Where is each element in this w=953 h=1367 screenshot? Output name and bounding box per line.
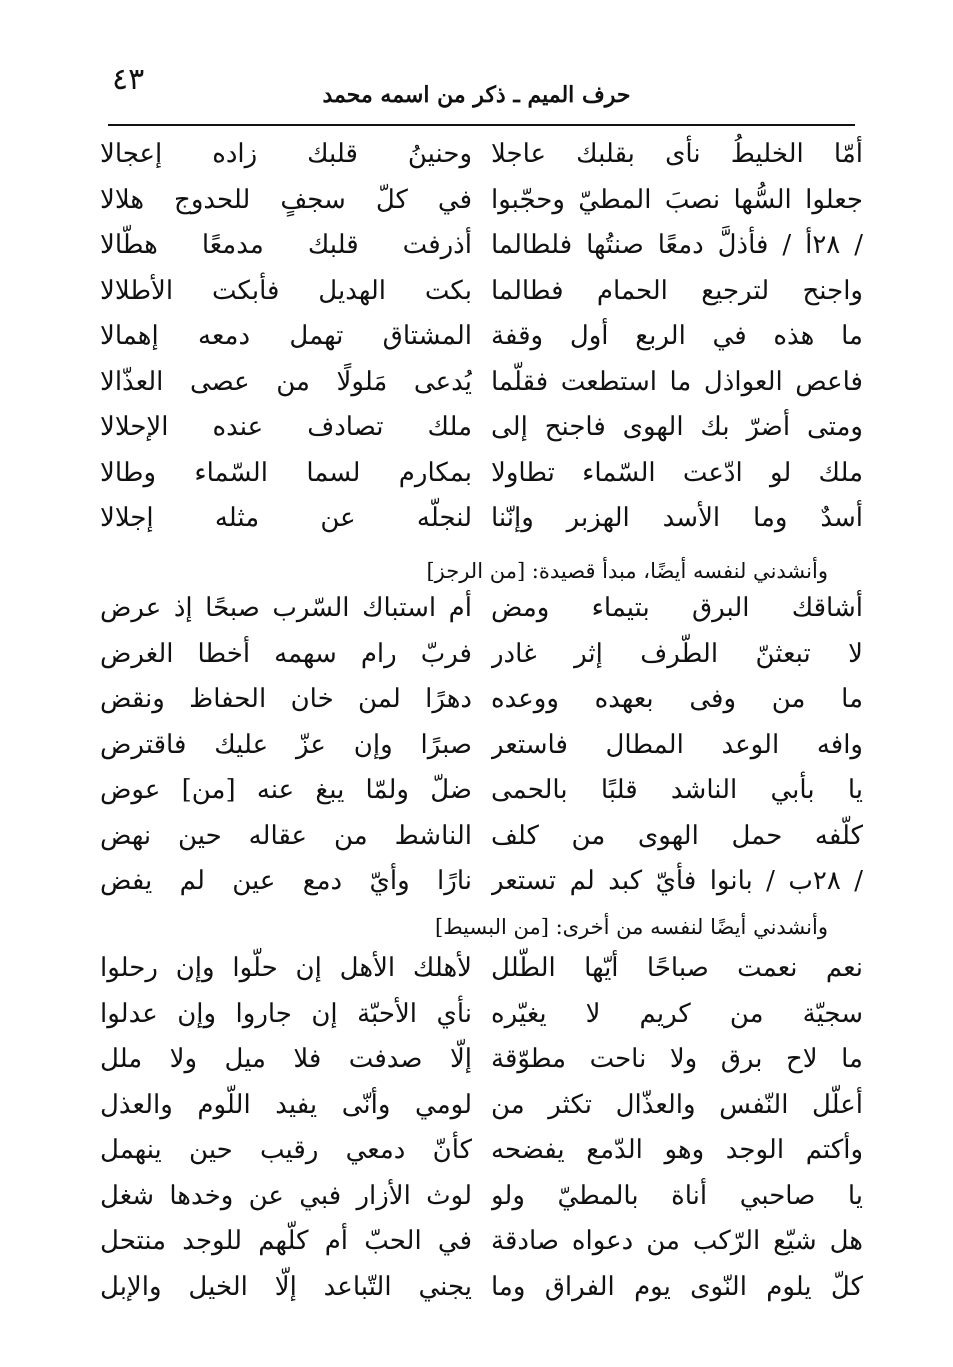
second-hemistich: المشتاق تهمل دمعه إهمالا <box>100 321 472 352</box>
poem-2-intro: وأنشدني لنفسه أيضًا، مبدأ قصيدة: [من الرجز] <box>426 559 828 583</box>
first-hemistich: لا تبعثنّ الطّرف إثر غادر <box>491 638 863 669</box>
first-hemistich: سجيّة من كريم لا يغيّره <box>491 998 863 1029</box>
verse-line <box>100 1083 863 1129</box>
verse-line <box>100 1128 863 1174</box>
second-hemistich: يجني التّباعد إلّا الخيل والإبل <box>100 1271 472 1302</box>
second-hemistich: إلّا صدفت فلا ميل ولا ملل <box>100 1044 472 1075</box>
first-hemistich: ومتى أضرّ بك الهوى فاجنح إلى <box>491 412 863 443</box>
second-hemistich: وحنينُ قلبك زاده إعجالا <box>100 139 472 170</box>
second-hemistich: أم استباك السّرب صبحًا إذ عرض <box>100 593 472 624</box>
first-hemistich: واجنح لترجيع الحمام فطالما <box>491 275 863 306</box>
verse-line <box>100 223 863 269</box>
second-hemistich: ضلّ ولمّا يبغ عنه [من] عوض <box>100 775 472 806</box>
verse-line <box>100 451 863 497</box>
first-hemistich: كلّ يلوم النّوى يوم الفراق وما <box>491 1271 863 1302</box>
verse-line <box>100 1219 863 1265</box>
verse-line <box>100 405 863 451</box>
first-hemistich: نعم نعمت صباحًا أيّها الطّلل <box>491 953 863 984</box>
first-hemistich: يا بأبي الناشد قلبًا بالحمى <box>491 775 863 806</box>
second-hemistich: لومي وأنّى يفيد اللّوم والعذل <box>100 1089 472 1120</box>
second-hemistich: نارًا وأيّ دمع عين لم يفض <box>100 866 472 897</box>
verse-line <box>100 814 863 860</box>
verse-line <box>100 677 863 723</box>
verse-line <box>100 269 863 315</box>
verse-line <box>100 132 863 178</box>
verse-line <box>100 946 863 992</box>
second-hemistich: لنجلّه عن مثله إجلالا <box>100 503 472 534</box>
second-hemistich: ملك تصادف عنده الإحلالا <box>100 412 472 443</box>
first-hemistich: وأكتم الوجد وهو الدّمع يفضحه <box>491 1135 863 1166</box>
poem-1 <box>100 132 863 542</box>
first-hemistich: ما لاح برق ولا ناحت مطوّقة <box>491 1044 863 1075</box>
verse-line <box>100 1037 863 1083</box>
first-hemistich: كلّفه حمل الهوى من كلف <box>491 820 863 851</box>
verse-line <box>100 1174 863 1220</box>
verse-line <box>100 859 863 905</box>
first-hemistich: وافه الوعد المطال فاستعر <box>491 729 863 760</box>
first-hemistich: أشاقك البرق بتيماء ومض <box>491 593 863 624</box>
page-number: ٤٣ <box>112 62 145 97</box>
poem-2 <box>100 586 863 905</box>
first-hemistich: أمّا الخليطُ نأى بقلبك عاجلا <box>491 139 863 170</box>
verse-line <box>100 586 863 632</box>
verse-line <box>100 768 863 814</box>
second-hemistich: كأنّ دمعي رقيب حين ينهمل <box>100 1135 472 1166</box>
second-hemistich: دهرًا لمن خان الحفاظ ونقض <box>100 684 472 715</box>
first-hemistich: / ٢٨أ / فأذلَّ دمعًا صنتُها فلطالما <box>491 230 863 261</box>
verse-line <box>100 992 863 1038</box>
second-hemistich: بمكارم لسما السّماء وطالا <box>100 457 472 488</box>
second-hemistich: يُدعى مَلولًا من عصى العذّالا <box>100 366 472 397</box>
first-hemistich: ما من وفى بعهده ووعده <box>491 684 863 715</box>
second-hemistich: أذرفت قلبك مدمعًا هطّالا <box>100 230 472 261</box>
second-hemistich: فربّ رام سهمه أخطا الغرض <box>100 638 472 669</box>
second-hemistich: بكت الهديل فأبكت الأطلالا <box>100 275 472 306</box>
first-hemistich: ملك لو ادّعت السّماء تطاولا <box>491 457 863 488</box>
first-hemistich: ما هذه في الربع أول وقفة <box>491 321 863 352</box>
running-head: حرف الميم ـ ذكر من اسمه محمد <box>322 82 631 108</box>
verse-line <box>100 632 863 678</box>
verse-line <box>100 178 863 224</box>
second-hemistich: لوث الأزار فبي عن وخدها شغل <box>100 1180 472 1211</box>
second-hemistich: الناشط من عقاله حين نهض <box>100 820 472 851</box>
first-hemistich: هل شيّع الرّكب من دعواه صادقة <box>491 1226 863 1257</box>
header-rule <box>108 124 855 126</box>
poem-3 <box>100 946 863 1310</box>
first-hemistich: أسدٌ وما الأسد الهزبر وإنّنا <box>491 503 863 534</box>
first-hemistich: / ٢٨ب / بانوا فأيّ كبد لم تستعر <box>491 866 863 897</box>
first-hemistich: فاعص العواذل ما استطعت فقلّما <box>491 366 863 397</box>
first-hemistich: يا صاحبي أناة بالمطيّ ولو <box>491 1180 863 1211</box>
second-hemistich: لأهلك الأهل إن حلّوا وإن رحلوا <box>100 953 472 984</box>
verse-line <box>100 314 863 360</box>
second-hemistich: في الحبّ أم كلّهم للوجد منتحل <box>100 1226 472 1257</box>
verse-line <box>100 1265 863 1311</box>
first-hemistich: أعلّل النّفس والعذّال تكثر من <box>491 1089 863 1120</box>
verse-line <box>100 496 863 542</box>
verse-line <box>100 360 863 406</box>
second-hemistich: صبرًا وإن عزّ عليك فاقترض <box>100 729 472 760</box>
second-hemistich: نأي الأحبّة إن جاروا وإن عدلوا <box>100 998 472 1029</box>
poem-3-intro: وأنشدني أيضًا لنفسه من أخرى: [من البسيط] <box>435 915 828 939</box>
first-hemistich: جعلوا السُّها نصبَ المطيّ وحجّبوا <box>491 184 863 215</box>
verse-line <box>100 723 863 769</box>
second-hemistich: في كلّ سجفٍ للحدوج هلالا <box>100 184 472 215</box>
